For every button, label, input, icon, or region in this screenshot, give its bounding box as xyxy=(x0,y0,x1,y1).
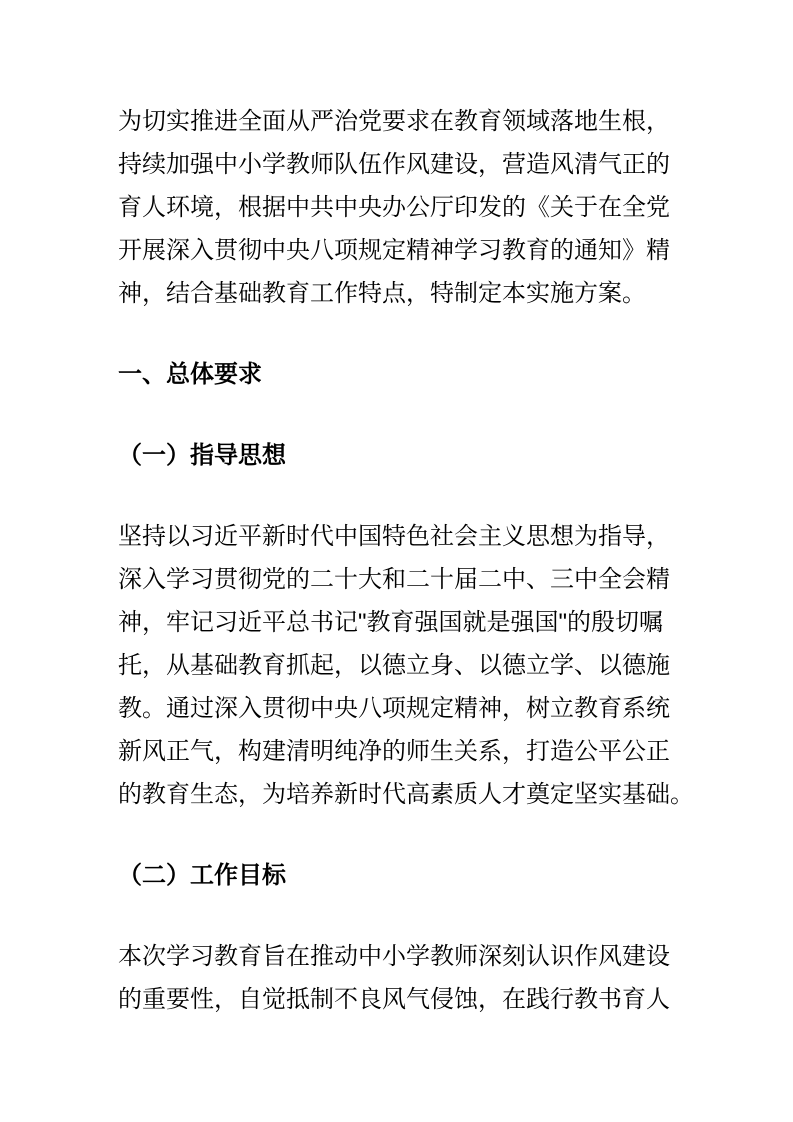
text-line: 坚持以习近平新时代中国特色社会主义思想为指导， xyxy=(118,523,670,550)
text-line: 新风正气，构建清明纯净的师生关系，打造公平公正 xyxy=(118,738,670,765)
text-line: 的重要性，自觉抵制不良风气侵蚀，在践行教书育人 xyxy=(118,986,670,1013)
text-line: 为切实推进全面从严治党要求在教育领域落地生根， xyxy=(118,108,670,135)
text-line: 教。通过深入贯彻中央八项规定精神，树立教育系统 xyxy=(118,695,670,722)
text-line: 神，结合基础教育工作特点，特制定本实施方案。 xyxy=(118,280,646,307)
text-line: 神，牢记习近平总书记"教育强国就是强国"的殷切嘱 xyxy=(118,609,664,636)
text-line: 育人环境，根据中共中央办公厅印发的《关于在全党 xyxy=(118,194,670,221)
text-line: 本次学习教育旨在推动中小学教师深刻认识作风建设 xyxy=(118,943,670,970)
intro-paragraph xyxy=(118,100,675,315)
text-line: 持续加强中小学教师队伍作风建设，营造风清气正的 xyxy=(118,151,670,178)
guiding-ideology-paragraph xyxy=(118,515,694,816)
subsection-heading-guiding-ideology: （一）指导思想 xyxy=(118,442,286,469)
section-heading-overall-requirements: 一、总体要求 xyxy=(118,361,262,388)
text-line: 深入学习贯彻党的二十大和二十届二中、三中全会精 xyxy=(118,566,670,593)
subsection-heading-work-goals: （二）工作目标 xyxy=(118,862,286,889)
text-line: 的教育生态，为培养新时代高素质人才奠定坚实基础。 xyxy=(118,781,694,808)
text-line: 托，从基础教育抓起，以德立身、以德立学、以德施 xyxy=(118,652,670,679)
text-line: 开展深入贯彻中央八项规定精神学习教育的通知》精 xyxy=(118,237,670,264)
work-goals-paragraph xyxy=(118,935,675,1021)
